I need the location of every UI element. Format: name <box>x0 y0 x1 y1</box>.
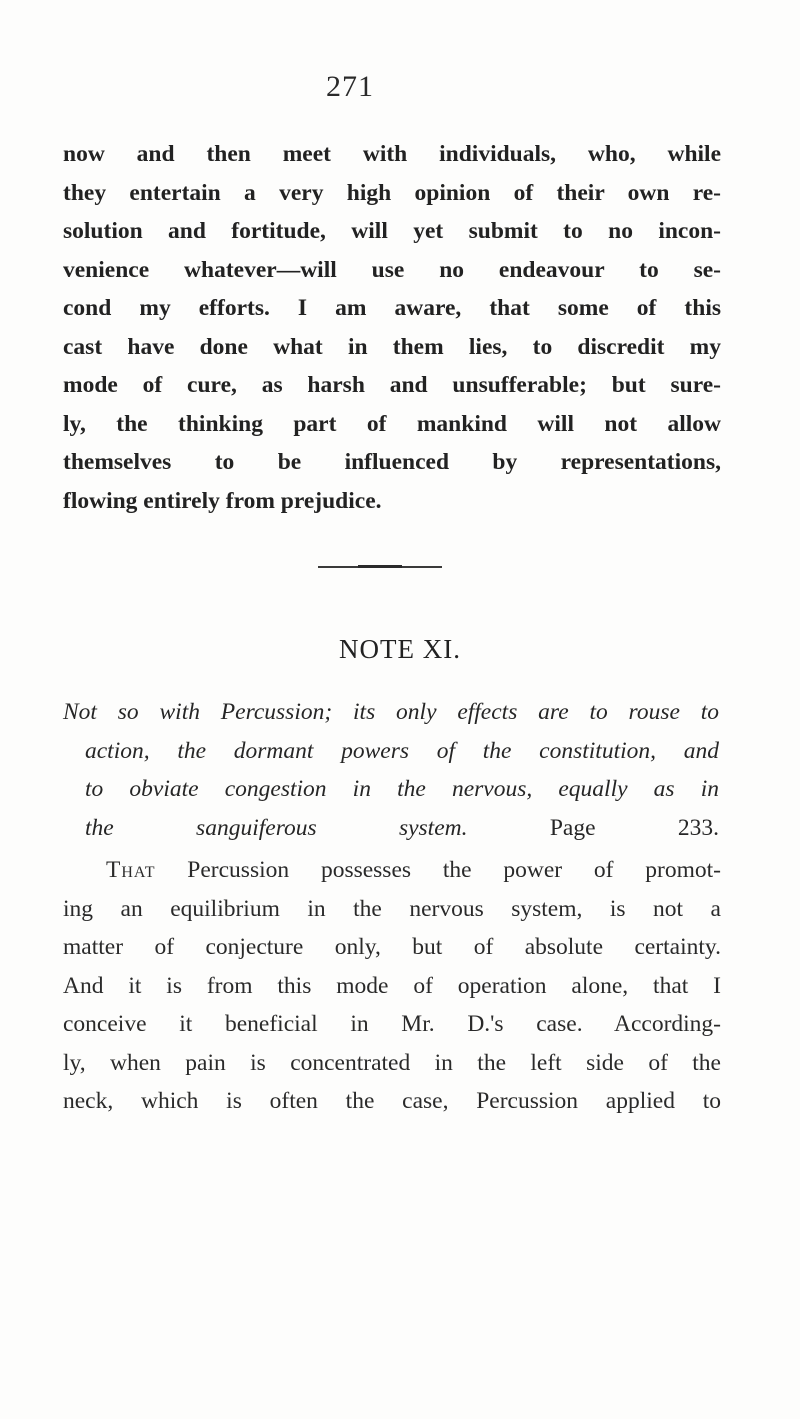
text-line: they entertain a very high opinion of their own re- <box>63 179 721 206</box>
text-line: mode of cure, as harsh and unsufferable; but sure- <box>63 372 721 398</box>
note-quote <box>63 693 719 847</box>
quote-line: to obviate congestion in the nervous, equally as in <box>85 776 719 802</box>
text-line: flowing entirely from prejudice. <box>63 487 382 514</box>
text-line-first <box>63 851 721 890</box>
text-line: solution and fortitude, will yet submit to no incon- <box>63 218 721 244</box>
text-line: venience whatever—will use no endeavour to se- <box>63 256 721 283</box>
text-line: ly, the thinking part of mankind will not allow <box>63 410 721 437</box>
text-line: themselves to be influenced by representations, <box>63 449 721 475</box>
quote-last-line <box>63 809 719 848</box>
text-line: ing an equilibrium in the nervous system, is not a <box>63 895 721 922</box>
text-line: neck, which is often the case, Percussion applied to <box>63 1088 721 1114</box>
text-line: now and then meet with individuals, who, while <box>63 141 721 167</box>
text-line: cast have done what in them lies, to discredit my <box>63 333 721 360</box>
section-divider-rule <box>318 566 442 568</box>
text-line: matter of conjecture only, but of absolute certainty. <box>63 934 721 960</box>
text-line: And it is from this mode of operation alone, that I <box>63 972 721 999</box>
opening-word: That <box>106 857 156 883</box>
quote-line: Not so with Percussion; its only effects are to rouse to <box>63 699 719 725</box>
first-line-text: Percussion possesses the power of promot- <box>187 857 722 883</box>
paragraph-2 <box>63 851 721 1121</box>
text-line: conceive it beneficial in Mr. D.'s case. According- <box>63 1011 721 1037</box>
quote-line: action, the dormant powers of the constitution, and <box>85 737 719 764</box>
page-reference: Page 233. <box>549 814 719 841</box>
note-heading: NOTE XI. <box>339 634 461 664</box>
text-line: cond my efforts. I am aware, that some of this <box>63 295 721 321</box>
quote-line-text: the sanguiferous system. <box>85 814 468 841</box>
paragraph-1 <box>63 135 721 520</box>
page-number: 271 <box>326 70 374 103</box>
text-line: ly, when pain is concentrated in the left side of the <box>63 1049 721 1076</box>
